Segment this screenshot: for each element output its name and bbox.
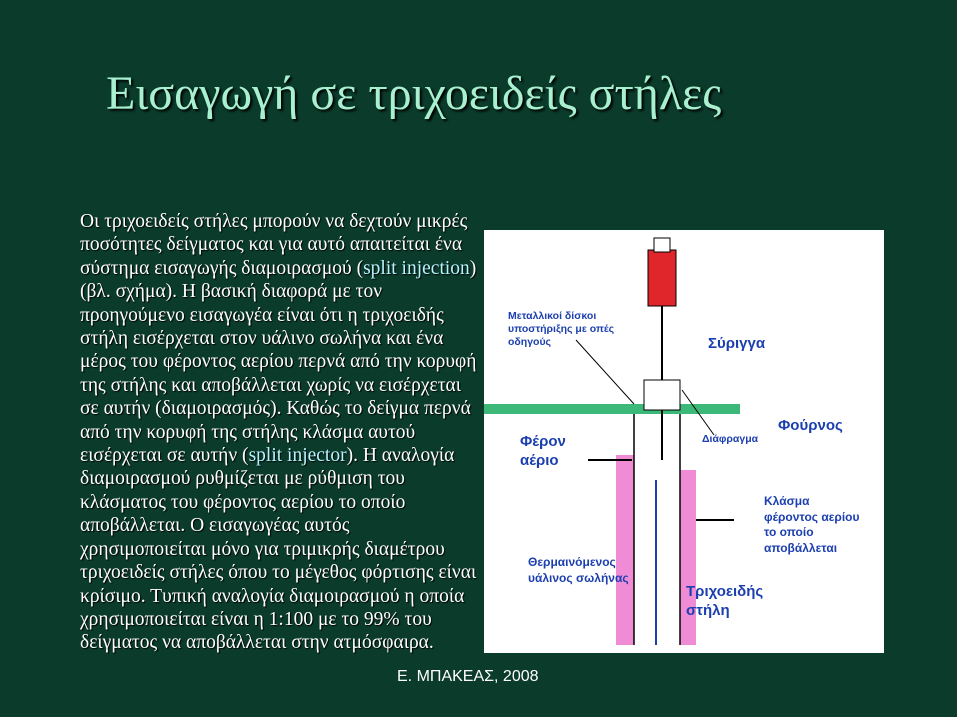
slide-title: Εισαγωγή σε τριχοειδείς στήλες [106, 67, 722, 120]
green-support-plate [484, 404, 740, 414]
pink-zone-left [616, 455, 634, 645]
septum-block [644, 380, 680, 410]
term-split-injection: split injection [363, 257, 470, 279]
label-septum: Διάφραγμα [702, 433, 759, 445]
label-heated-liner: Θερμαινόμενος υάλινος σωλήνας [528, 555, 629, 585]
syringe-plunger-cap [654, 238, 670, 252]
body-text-part-2: ) (βλ. σχήμα). Η βασική διαφορά με τον προηγούμενο εισαγωγέα είναι ότι η τριχοειδής στήλη εισέρχεται στον υάλινο σωλήνα και ένα μέρος του φέροντος αερίου περνά από την κορυφή της στήλης και αποβάλλεται χωρίς να εισέρχεται σε αυτήν (διαμοιρασμός). Καθώς το δείγμα περνά από την κορυφή της στήλης κλάσμα αυτού εισέρχεται σε αυτήν ( [80, 257, 477, 467]
body-text [80, 210, 480, 655]
label-syringe: Σύριγγα [708, 335, 766, 352]
label-oven: Φούρνος [778, 417, 843, 434]
body-text-part-1: Οι τριχοειδείς στήλες μπορούν να δεχτούν μικρές ποσότητες δείγματος και για αυτό απαιτείται ένα σύστημα εισαγωγής διαμοιρασμού ( [80, 211, 468, 279]
leader-line-discs [576, 340, 634, 404]
label-split-vent: Κλάσμα φέροντος αερίου το οποίο αποβάλλεται [764, 494, 860, 555]
term-split-injector: split injector [248, 445, 347, 467]
label-carrier-gas: Φέρον αέριο [520, 433, 566, 469]
label-support-discs: Μεταλλικοί δίσκοι υποστήριξης με οπές οδηγούς [508, 310, 615, 348]
footer-author: Ε. ΜΠΑΚΕΑΣ, 2008 [397, 668, 539, 685]
body-text-part-3: ). Η αναλογία διαμοιρασμού ρυθμίζεται με ρύθμιση του κλάσματος του φέροντος αερίου το οποίο αποβάλλεται. Ο εισαγωγέας αυτός χρησιμοποιείται μόνο για τριμικρής διαμέτρου τριχοειδείς στήλες όπου το μέγεθος φόρτισης είναι κρίσιμο. Τυπική αναλογία διαμοιρασμού η οποία χρησιμοποιείται είναι η 1:100 με το 99% του δείγματος να αποβάλλεται στην ατμόσφαιρα. [80, 445, 477, 654]
split-injector-diagram [484, 230, 884, 653]
syringe-barrel [648, 250, 676, 306]
label-capillary-column: Τριχοειδής στήλη [686, 583, 764, 619]
